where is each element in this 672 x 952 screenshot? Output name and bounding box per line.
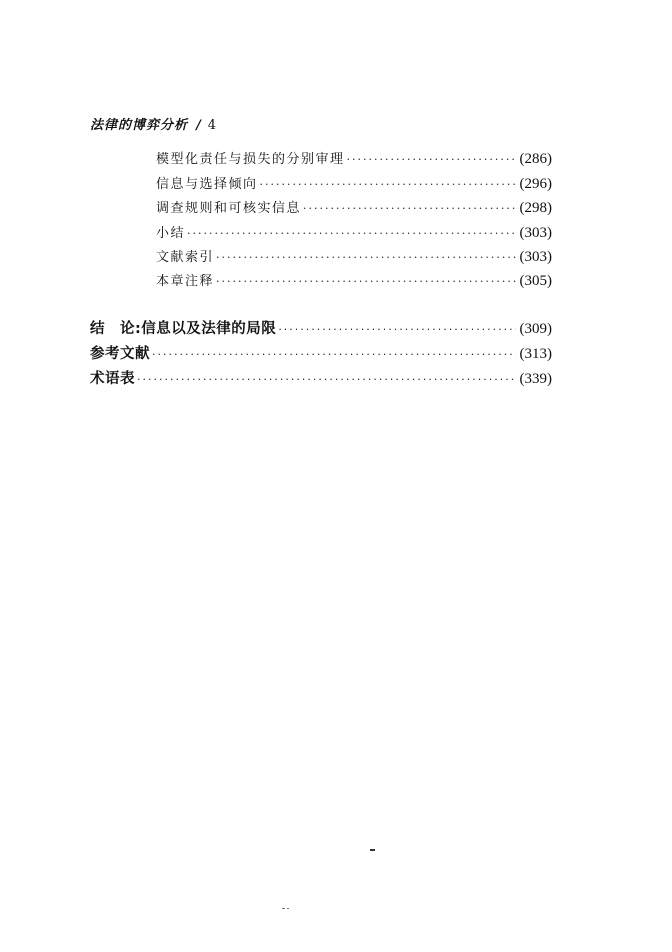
toc-entry-page: (298) xyxy=(519,200,552,216)
leader-dots xyxy=(347,150,516,170)
toc-entry-title: 模型化责任与损失的分别审理 xyxy=(156,152,345,167)
toc-chapter-entry[interactable] xyxy=(90,344,552,364)
leader-dots xyxy=(137,370,516,390)
toc-chapter-entry[interactable] xyxy=(90,369,552,389)
leader-dots xyxy=(260,175,516,195)
toc-entry-page: (313) xyxy=(519,346,552,362)
toc-entry-title: 小结 xyxy=(156,226,186,241)
toc-entry-title: 信息与选择倾向 xyxy=(156,177,258,192)
scan-speck xyxy=(287,908,289,909)
toc-entry-page: (339) xyxy=(519,371,552,387)
leader-dots xyxy=(278,320,515,340)
toc-entry[interactable] xyxy=(156,174,552,194)
toc-chapter-entry[interactable] xyxy=(90,319,552,339)
toc-entry-page: (305) xyxy=(519,273,552,289)
book-title: 法律的博弈分析 xyxy=(90,118,189,133)
running-header xyxy=(90,114,217,133)
toc-entry[interactable] xyxy=(156,198,552,218)
toc-entry[interactable] xyxy=(156,223,552,243)
toc-entry-title: 术语表 xyxy=(90,371,135,387)
toc-entry[interactable] xyxy=(156,271,552,291)
leader-dots xyxy=(303,199,515,219)
toc-entry-title: 参考文献 xyxy=(90,346,150,362)
toc-entry-page: (309) xyxy=(519,321,552,337)
toc-entry-page: (303) xyxy=(519,249,552,265)
toc-entry-title: 文献索引 xyxy=(156,250,215,265)
leader-dots xyxy=(152,345,516,365)
scan-speck xyxy=(282,908,285,909)
toc-entry[interactable] xyxy=(156,149,552,169)
toc-entry-page: (286) xyxy=(519,151,552,167)
toc-entry-title: 结 论:信息以及法律的局限 xyxy=(90,321,277,337)
scan-speck xyxy=(370,849,375,851)
leader-dots xyxy=(216,248,515,268)
page-number: 4 xyxy=(207,118,218,133)
leader-dots xyxy=(216,272,515,292)
toc-entry-page: (303) xyxy=(519,225,552,241)
toc-entry[interactable] xyxy=(156,247,552,267)
toc-entry-page: (296) xyxy=(519,176,552,192)
toc-entry-title: 本章注释 xyxy=(156,274,215,289)
leader-dots xyxy=(187,224,515,244)
toc-entry-title: 调查规则和可核实信息 xyxy=(156,201,302,216)
header-separator: / xyxy=(196,118,202,133)
